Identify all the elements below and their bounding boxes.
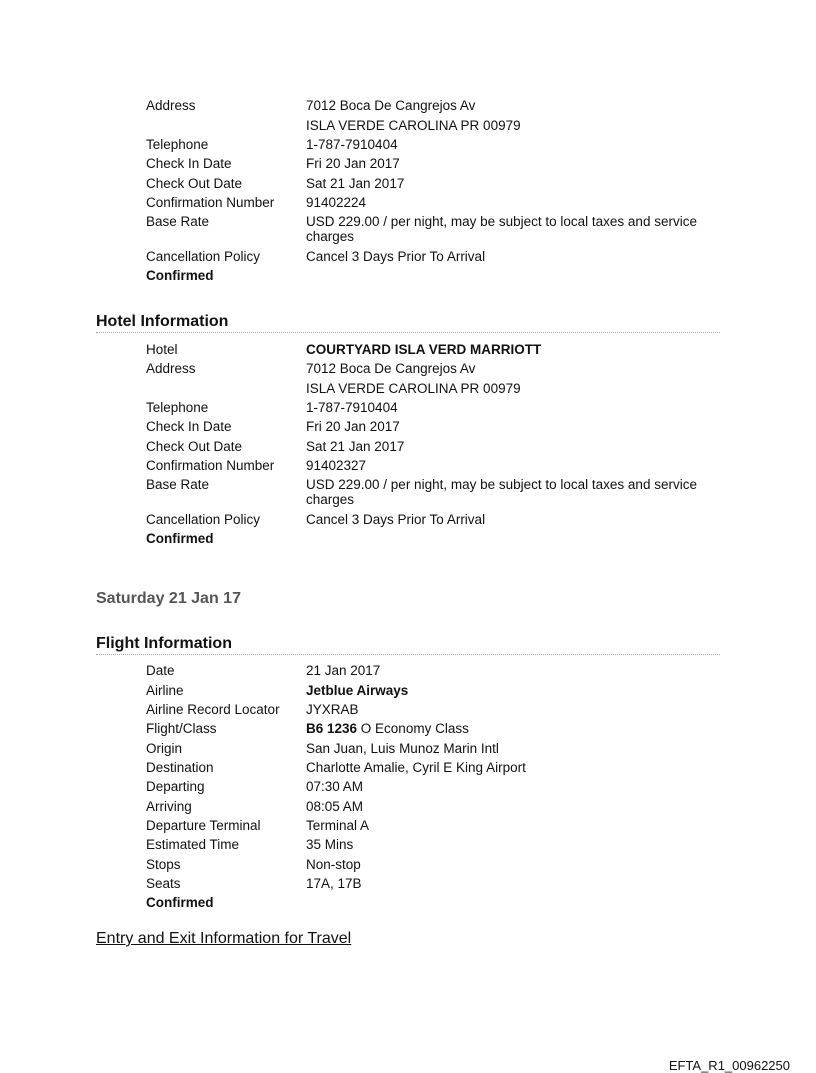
flight-class: O Economy Class (357, 721, 469, 736)
field-value: 7012 Boca De Cangrejos Av (306, 98, 476, 113)
field-label: Check Out Date (146, 176, 243, 191)
field-value: Jetblue Airways (306, 683, 409, 698)
field-value: JYXRAB (306, 702, 359, 717)
field-label: Address (146, 361, 196, 376)
field-label: Base Rate (146, 477, 210, 492)
field-label: Stops (146, 857, 181, 872)
field-value: 07:30 AM (306, 779, 364, 794)
field-label: Departing (146, 779, 205, 794)
field-value: 21 Jan 2017 (306, 663, 381, 678)
field-label: Confirmation Number (146, 458, 275, 473)
field-label: Check In Date (146, 156, 232, 171)
field-value: COURTYARD ISLA VERD MARRIOTT (306, 342, 542, 357)
field-label: Telephone (146, 137, 209, 152)
field-value: Cancel 3 Days Prior To Arrival (306, 249, 486, 264)
day-title: Saturday 21 Jan 17 (96, 590, 241, 607)
section-title-flight: Flight Information (96, 635, 720, 655)
field-label: Seats (146, 876, 181, 891)
flight-number: B6 1236 (306, 721, 358, 736)
field-value: 08:05 AM (306, 799, 364, 814)
field-value: 35 Mins (306, 837, 354, 852)
field-value: ISLA VERDE CAROLINA PR 00979 (306, 118, 521, 133)
field-label: Telephone (146, 400, 209, 415)
field-label: Address (146, 98, 196, 113)
field-label: Origin (146, 741, 183, 756)
field-value: 91402224 (306, 195, 367, 210)
field-label: Confirmation Number (146, 195, 275, 210)
field-value: Charlotte Amalie, Cyril E King Airport (306, 760, 526, 775)
field-value: Terminal A (306, 818, 370, 833)
field-value: Sat 21 Jan 2017 (306, 176, 405, 191)
field-value: USD 229.00 / per night, may be subject to local taxes and service charges (306, 477, 697, 507)
field-label: Cancellation Policy (146, 512, 261, 527)
field-label: Flight/Class (146, 721, 217, 736)
field-label: Departure Terminal (146, 818, 261, 833)
field-value: ISLA VERDE CAROLINA PR 00979 (306, 381, 521, 396)
field-label: Check In Date (146, 419, 232, 434)
field-value: Cancel 3 Days Prior To Arrival (306, 512, 486, 527)
field-label: Airline (146, 683, 184, 698)
field-value: 1-787-7910404 (306, 137, 398, 152)
field-value: San Juan, Luis Munoz Marin Intl (306, 741, 499, 756)
field-value: 7012 Boca De Cangrejos Av (306, 361, 476, 376)
field-value: Sat 21 Jan 2017 (306, 439, 405, 454)
field-label: Cancellation Policy (146, 249, 261, 264)
status-confirmed: Confirmed (146, 895, 214, 910)
field-label: Check Out Date (146, 439, 243, 454)
field-value: 91402327 (306, 458, 367, 473)
field-value: 1-787-7910404 (306, 400, 398, 415)
field-label: Date (146, 663, 175, 678)
field-label: Estimated Time (146, 837, 240, 852)
field-value: Non-stop (306, 857, 361, 872)
status-confirmed: Confirmed (146, 268, 214, 283)
field-label: Base Rate (146, 214, 210, 229)
field-value (306, 721, 716, 736)
section-title-hotel: Hotel Information (96, 313, 720, 333)
status-confirmed: Confirmed (146, 531, 214, 546)
field-label: Hotel (146, 342, 178, 357)
field-value: USD 229.00 / per night, may be subject to local taxes and service charges (306, 214, 697, 244)
field-value: Fri 20 Jan 2017 (306, 419, 400, 434)
field-label: Destination (146, 760, 214, 775)
document-id: EFTA_R1_00962250 (668, 1058, 790, 1073)
field-label: Airline Record Locator (146, 702, 280, 717)
entry-exit-info-link[interactable]: Entry and Exit Information for Travel (96, 930, 352, 947)
field-label: Arriving (146, 799, 192, 814)
field-value: 17A, 17B (306, 876, 362, 891)
field-value: Fri 20 Jan 2017 (306, 156, 400, 171)
